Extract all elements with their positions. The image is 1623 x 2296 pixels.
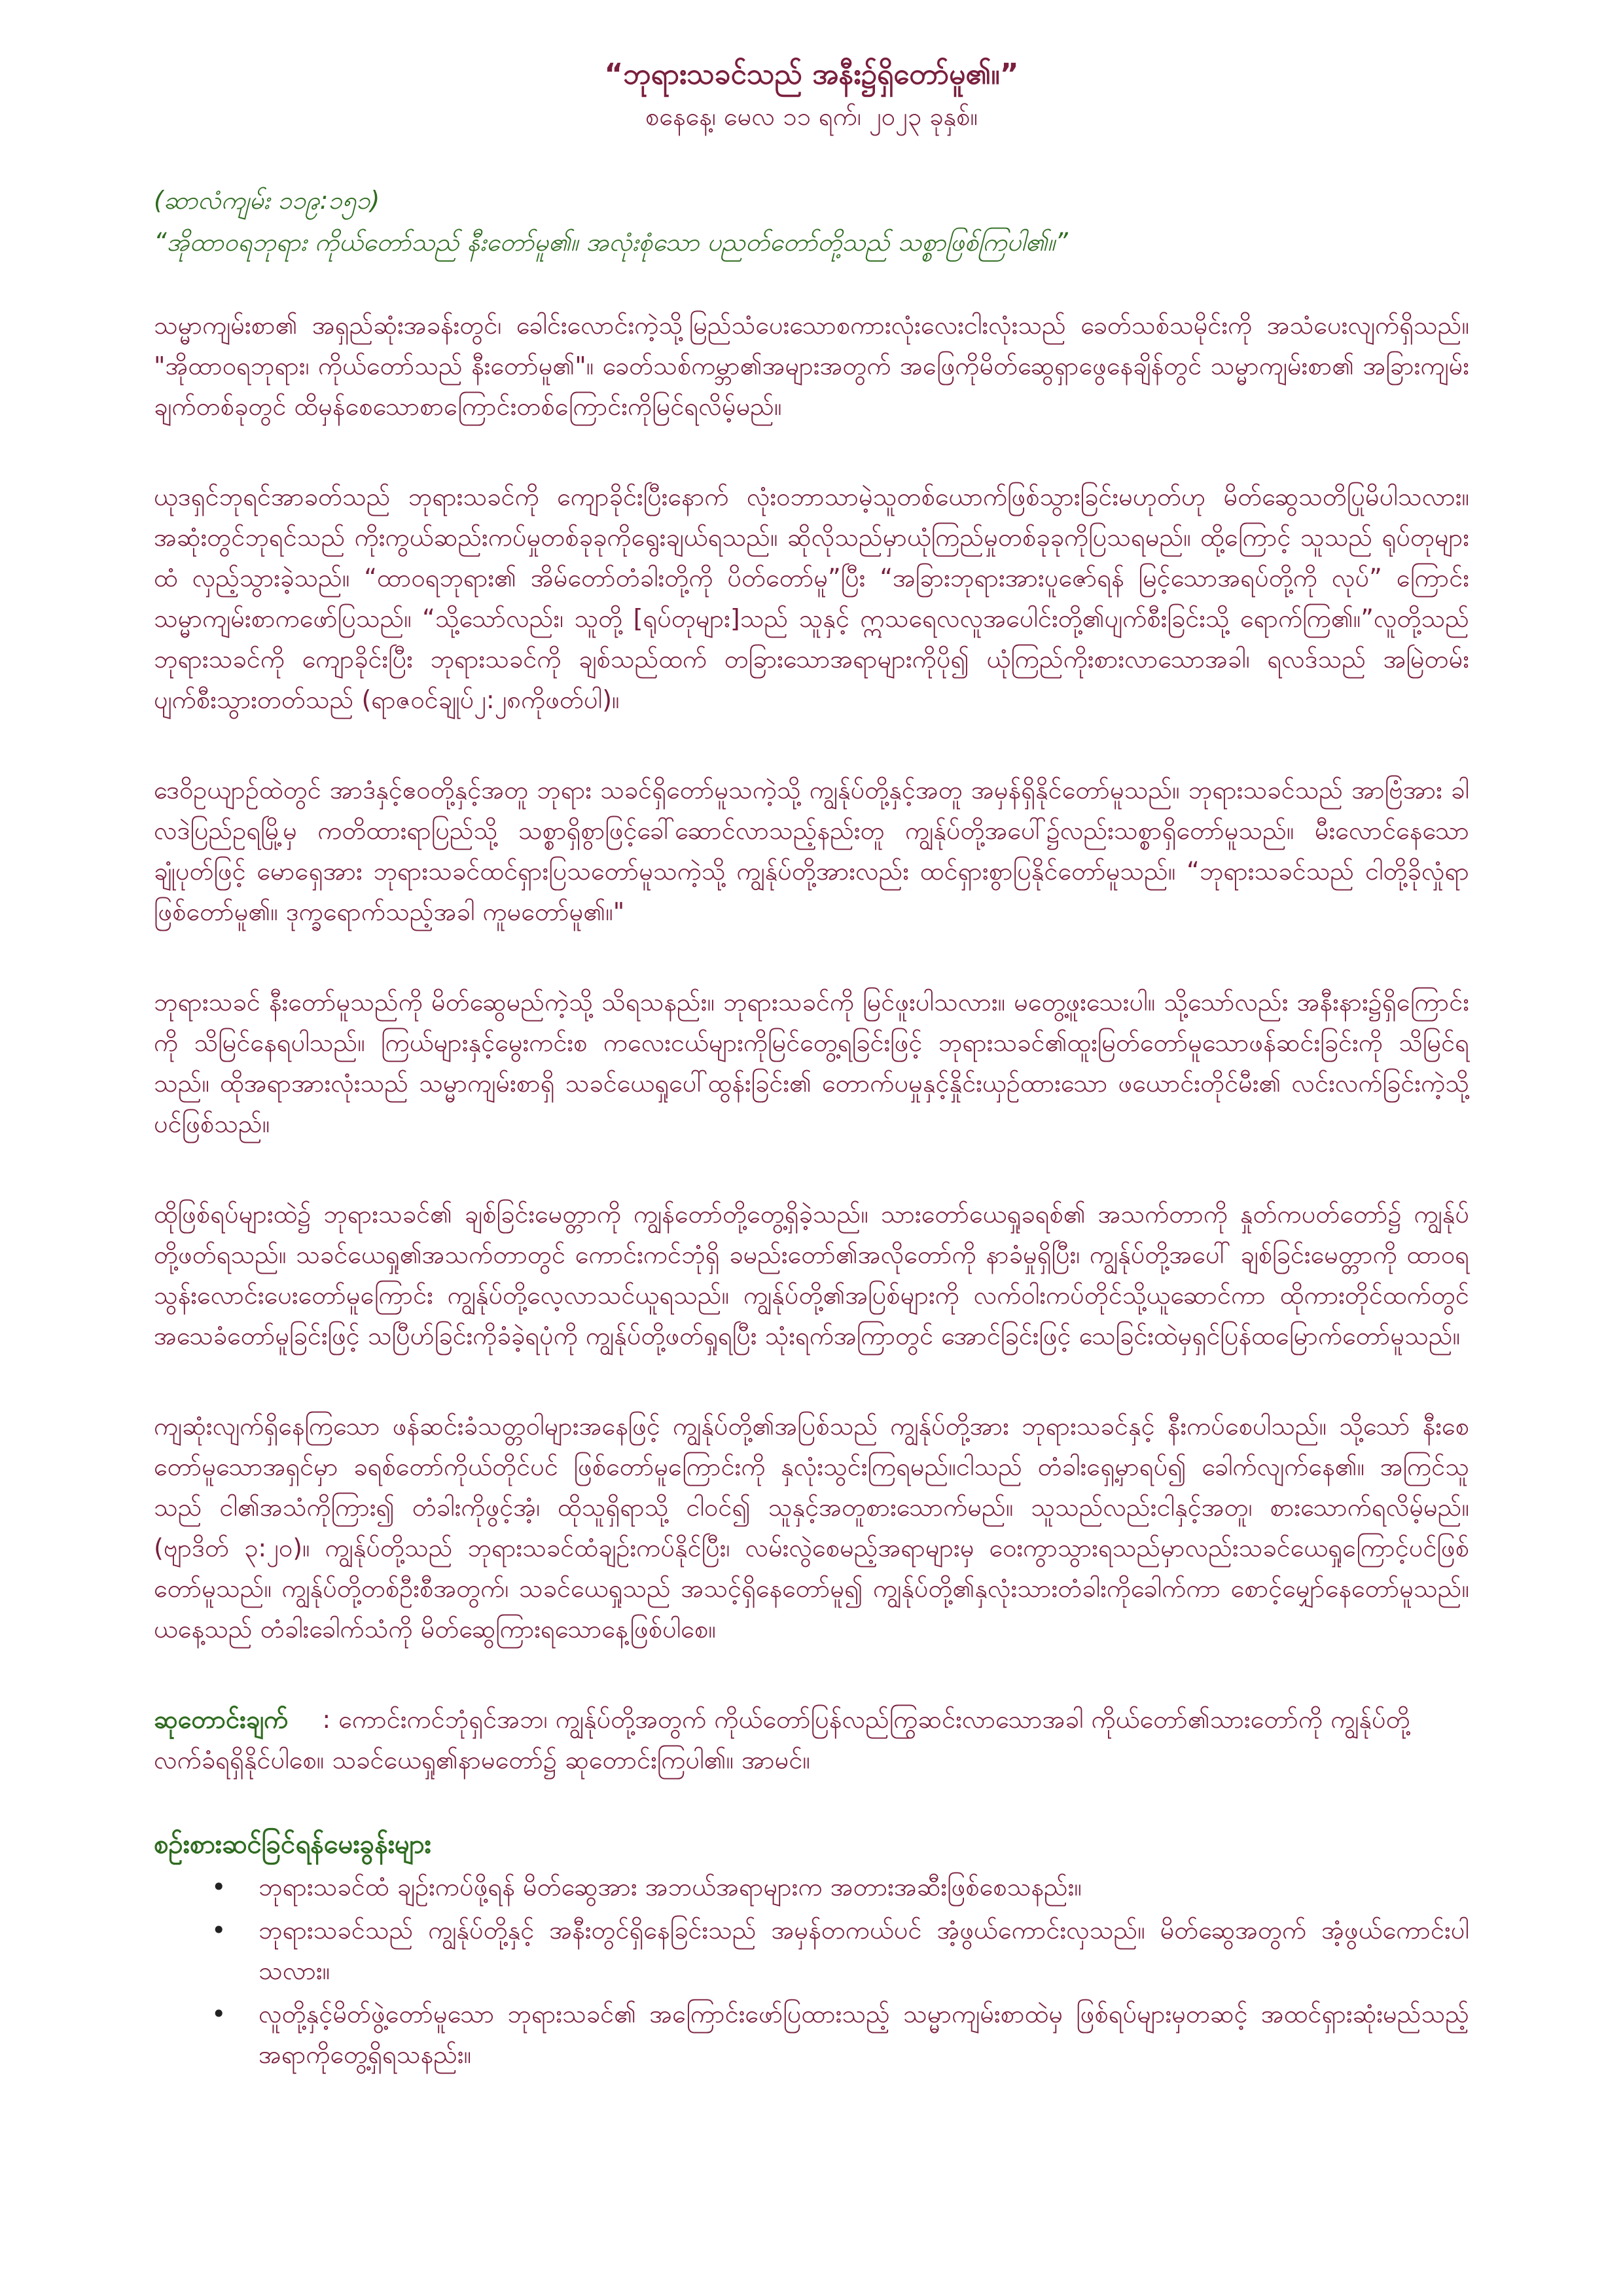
question-item bbox=[211, 1910, 1469, 1991]
paragraph-1: သမ္မာကျမ်းစာ၏ အရှည်ဆုံးအခန်းတွင်၊ ခေါင်းလောင်းကဲ့သို့မြည်သံပေးသောစကားလုံးလေးငါးလုံးသည် ခေတ်သစ်သမိုင်းကို အသံပေးလျက်ရှိသည်။ "အိုထာဝရဘုရား၊ ကိုယ်တော်သည် နီးတော်မူ၏"။ ခေတ်သစ်ကမ္ဘာ၏အများအတွက် အဖြေကိုမိတ်ဆွေရှာဖွေနေချိန်တွင် သမ္မာကျမ်းစာ၏ အခြားကျမ်းချက်တစ်ခုတွင် ထိမှန်စေသောစာကြောင်းတစ်ကြောင်းကိုမြင်ရလိမ့်မည်။ bbox=[154, 311, 1469, 421]
paragraph-4: ဘုရားသခင် နီးတော်မူသည်ကို မိတ်ဆွေမည်ကဲ့သို့ သိရသနည်း။ ဘုရားသခင်ကို မြင်ဖူးပါသလား။ မတွေ့ဖူးသေးပါ။ သို့သော်လည်း အနီးနား၌ရှိကြောင်းကို သိမြင်နေရပါသည်။ ကြယ်များနှင့်မွေးကင်းစ ကလေးငယ်များကိုမြင်တွေ့ရခြင်းဖြင့် ဘုရားသခင်၏ထူးမြတ်တော်မူသောဖန်ဆင်းခြင်းကို သိမြင်ရသည်။ ထိုအရာအားလုံးသည် သမ္မာကျမ်းစာရှိ သခင်ယေရှုပေါ်ထွန်းခြင်း၏ တောက်ပမှုနှင့်နှိုင်းယှဉ်ထားသော ဖယောင်းတိုင်မီး၏ လင်းလက်ခြင်းကဲ့သို့ပင်ဖြစ်သည်။ bbox=[154, 988, 1469, 1138]
page-date: စနေနေ့၊ မေလ ၁၁ ရက်၊ ၂၀၂၃ ခုနှစ်။ bbox=[645, 102, 978, 131]
question-text: ဘုရားသခင်သည် ကျွန်ုပ်တို့နှင့် အနီးတွင်ရှိနေခြင်းသည် အမှန်တကယ်ပင် အံ့ဖွယ်ကောင်းလှသည်။ မိတ်ဆွေအတွက် အံ့ဖွယ်ကောင်းပါသလား။ bbox=[259, 1916, 1469, 1985]
page-title: “ဘုရားသခင်သည် အနီး၌ရှိတော်မူ၏။” bbox=[604, 58, 1019, 91]
questions-list bbox=[154, 1867, 1469, 2075]
question-item bbox=[211, 1867, 1469, 1907]
paragraph-3: ဒေဝိဥယျာဉ်ထဲတွင် အာဒံနှင့်ဧဝတို့နှင့်အတူ ဘုရား သခင်ရှိတော်မူသကဲ့သို့ ကျွန်ုပ်တို့နှင့်အတူ အမှန်ရှိနိုင်တော်မူသည်။ ဘုရားသခင်သည် အာဗြံအား ခါလဒဲပြည်ဥရမြို့မှ ကတိထားရာပြည်သို့ သစ္စာရှိစွာဖြင့်ခေါ်ဆောင်လာသည့်နည်းတူ ကျွန်ုပ်တို့အပေါ်၌လည်းသစ္စာရှိတော်မူသည်။ မီးလောင်နေသော ချုံပုတ်ဖြင့် မောရှေအား ဘုရားသခင်ထင်ရှားပြသတော်မူသကဲ့သို့ ကျွန်ုပ်တို့အားလည်း ထင်ရှားစွာပြနိုင်တော်မူသည်။ “ဘုရားသခင်သည် ငါတို့ခိုလှုံရာဖြစ်တော်မူ၏။ ဒုက္ခရောက်သည့်အခါ ကူမတော်မူ၏။" bbox=[154, 776, 1469, 926]
bullet-icon: • bbox=[211, 1916, 226, 1945]
paragraph-2: ယုဒရှင်ဘုရင်အာခတ်သည် ဘုရားသခင်ကို ကျောခိုင်းပြီးနောက် လုံးဝဘာသာမဲ့သူတစ်ယောက်ဖြစ်သွားခြင်းမဟုတ်ဟု မိတ်ဆွေသတိပြုမိပါသလား။ အဆုံးတွင်ဘုရင်သည် ကိုးကွယ်ဆည်းကပ်မှုတစ်ခုခုကိုရွေးချယ်ရသည်။ ဆိုလိုသည်မှာယုံကြည်မှုတစ်ခုခုကိုပြသရမည်။ ထို့ကြောင့် သူသည် ရုပ်တုများထံ လှည့်သွားခဲ့သည်။ “ထာဝရဘုရား၏ အိမ်တော်တံခါးတို့ကို ပိတ်တော်မူ”ပြီး “အခြားဘုရားအားပူဇော်ရန် မြင့်သောအရပ်တို့ကို လုပ်” ကြောင်း သမ္မာကျမ်းစာကဖော်ပြသည်။ “သို့သော်လည်း၊ သူတို့ [ရုပ်တုများ]သည် သူနှင့် ဣသရေလလူအပေါင်းတို့၏ပျက်စီးခြင်းသို့ ရောက်ကြ၏။”လူတို့သည် ဘုရားသခင်ကို ကျောခိုင်းပြီး ဘုရားသခင်ကို ချစ်သည်ထက် တခြားသောအရာများကိုပို၍ ယုံကြည်ကိုးစားလာသောအခါ၊ ရလဒ်သည် အမြဲတမ်း ပျက်စီးသွားတတ်သည် (ရာဇဝင်ချုပ်၂:၂၈ကိုဖတ်ပါ)။ bbox=[154, 482, 1469, 714]
verse-reference: (ဆာလံကျမ်း ၁၁၉:၁၅၁) bbox=[154, 186, 380, 215]
bullet-icon: • bbox=[211, 1873, 226, 1901]
verse-text: “အိုထာဝရဘုရား ကိုယ်တော်သည် နီးတော်မူ၏။ အလုံးစုံသော ပညတ်တော်တို့သည် သစ္စာဖြစ်ကြပါ၏။” bbox=[154, 228, 1068, 257]
question-text: လူတို့နှင့်မိတ်ဖွဲ့တော်မူသော ဘုရားသခင်၏ အကြောင်းဖော်ပြထားသည့် သမ္မာကျမ်းစာထဲမှ ဖြစ်ရပ်များမှတဆင့် အထင်ရှားဆုံးမည်သည့်အရာကိုတွေ့ရှိရသနည်း။ bbox=[259, 2000, 1469, 2069]
questions-heading: စဉ်းစားဆင်ခြင်ရန်မေးခွန်းများ bbox=[154, 1829, 431, 1859]
prayer-separator: : bbox=[322, 1705, 331, 1734]
question-text: ဘုရားသခင်ထံ ချဉ်းကပ်ဖို့ရန် မိတ်ဆွေအား အဘယ်အရာများက အတားအဆီးဖြစ်စေသနည်း။ bbox=[259, 1873, 1082, 1901]
prayer-label: ဆုတောင်းချက် bbox=[154, 1705, 289, 1734]
bullet-icon: • bbox=[211, 2000, 226, 2028]
paragraph-6: ကျဆုံးလျက်ရှိနေကြသော ဖန်ဆင်းခံသတ္တဝါများအနေဖြင့် ကျွန်ုပ်တို့၏အပြစ်သည် ကျွန်ုပ်တို့အား ဘုရားသခင်နှင့် နီးကပ်စေပါသည်။ သို့သော် နီးစေတော်မူသောအရှင်မှာ ခရစ်တော်ကိုယ်တိုင်ပင် ဖြစ်တော်မူကြောင်းကို နှလုံးသွင်းကြရမည်။ငါသည် တံခါးရှေ့မှာရပ်၍ ခေါက်လျက်နေ၏။ အကြင်သူသည် ငါ၏အသံကိုကြား၍ တံခါးကိုဖွင့်အံ့၊ ထိုသူရှိရာသို့ ငါဝင်၍ သူနှင့်အတူစားသောက်မည်။ သူသည်လည်းငါနှင့်အတူ၊ စားသောက်ရလိမ့်မည်။ (ဗျာဒိတ် ၃:၂၀)။ ကျွန်ုပ်တို့သည် ဘုရားသခင်ထံချဉ်းကပ်နိုင်ပြီး၊ လမ်းလွဲစေမည့်အရာများမှ ဝေးကွာသွားရသည်မှာလည်းသခင်ယေရှုကြောင့်ပင်ဖြစ်တော်မူသည်။ ကျွန်ုပ်တို့တစ်ဦးစီအတွက်၊ သခင်ယေရှုသည် အသင့်ရှိနေတော်မူ၍ ကျွန်ုပ်တို့၏နှလုံးသားတံခါးကိုခေါက်ကာ စောင့်မျှော်နေတော်မူသည်။ ယနေ့သည် တံခါးခေါက်သံကို မိတ်ဆွေကြားရသောနေ့ဖြစ်ပါစေ။ bbox=[154, 1412, 1469, 1643]
prayer-block bbox=[154, 1699, 1469, 1780]
paragraph-5: ထိုဖြစ်ရပ်များထဲ၌ ဘုရားသခင်၏ ချစ်ခြင်းမေတ္တာကို ကျွန်တော်တို့တွေ့ရှိခဲ့သည်။ သားတော်ယေရှုခရစ်၏ အသက်တာကို နှုတ်ကပတ်တော်၌ ကျွန်ုပ်တို့ဖတ်ရသည်။ သခင်ယေရှု၏အသက်တာတွင် ကောင်းကင်ဘုံရှိ ခမည်းတော်၏အလိုတော်ကို နာခံမှုရှိပြီး၊ ကျွန်ုပ်တို့အပေါ် ချစ်ခြင်းမေတ္တာကို ထာဝရသွန်းလောင်းပေးတော်မူကြောင်း ကျွန်ုပ်တို့လေ့လာသင်ယူရသည်။ ကျွန်ုပ်တို့၏အပြစ်များကို လက်ဝါးကပ်တိုင်သို့ယူဆောင်ကာ ထိုကားတိုင်ထက်တွင် အသေခံတော်မူခြင်းဖြင့် သပြီဟ်ခြင်းကိုခံခဲ့ရပုံကို ကျွန်ုပ်တို့ဖတ်ရှုရပြီး သုံးရက်အကြာတွင် အောင်ခြင်းဖြင့် သေခြင်းထဲမှရှင်ပြန်ထမြောက်တော်မူသည်။ bbox=[154, 1200, 1469, 1350]
prayer-text: ကောင်းကင်ဘုံရှင်အဘ၊ ကျွန်ုပ်တို့အတွက် ကိုယ်တော်ပြန်လည်ကြွဆင်းလာသောအခါ ကိုယ်တော်၏သားတော်ကို ကျွန်ုပ်တို့ လက်ခံရရှိနိုင်ပါစေ။ သခင်ယေရှု၏နာမတော်၌ ဆုတောင်းကြပါ၏။ အာမင်။ bbox=[154, 1705, 1410, 1774]
question-item bbox=[211, 1994, 1469, 2075]
